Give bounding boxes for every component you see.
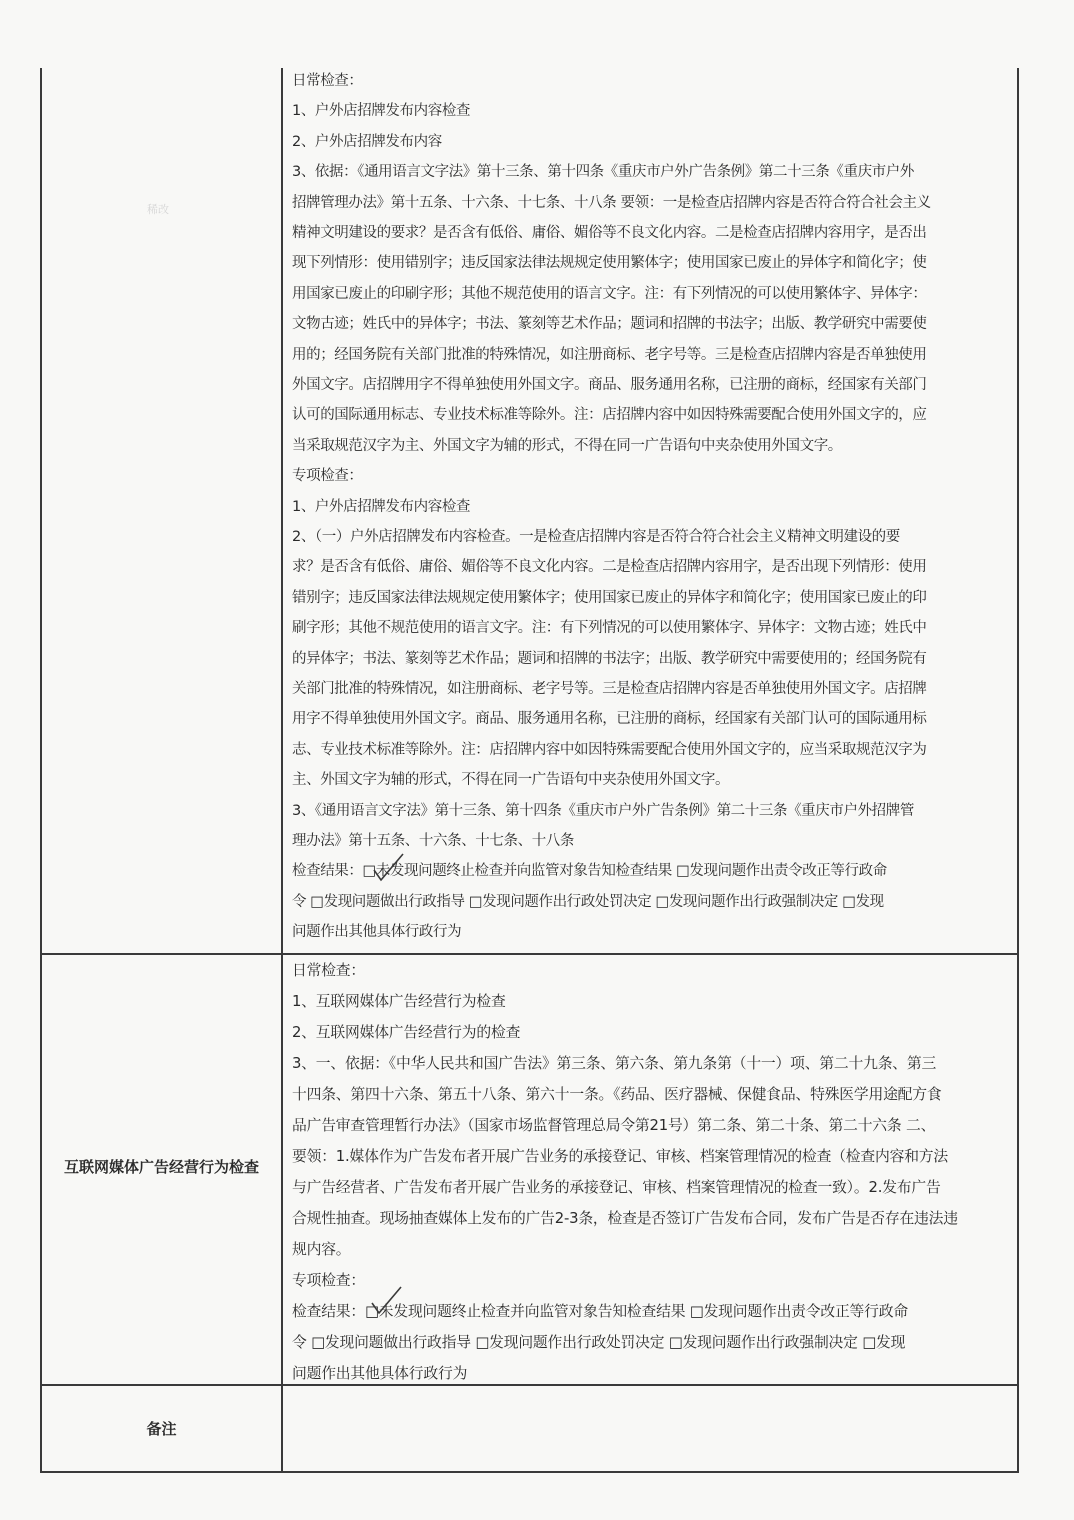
text-line: 问题作出其他具体行政行为 <box>292 924 462 941</box>
text-line: 日常检查： <box>292 962 365 979</box>
row-label-internet-ad: 互联网媒体广告经营行为检查 <box>63 1158 259 1176</box>
text-line: 令 □发现问题做出行政指导 □发现问题作出行政处罚决定 □发现问题作出行政强制决定 □发现 <box>292 1334 906 1351</box>
remarks-field[interactable] <box>284 1387 1016 1470</box>
text-line: 3、《通用语言文字法》第十三条、第十四条《重庆市户外广告条例》第二十三条《重庆市户外招牌管 <box>292 802 914 819</box>
row-label-remarks: 备注 <box>146 1420 177 1438</box>
text-line: 认可的国际通用标志、专业技术标准等除外。注：店招牌内容中如因特殊需要配合使用外国文字的，应 <box>292 407 927 424</box>
text-line: 1、户外店招牌发布内容检查 <box>292 498 471 515</box>
text-line: 专项检查： <box>292 1272 365 1289</box>
table-bottom-border <box>40 1471 1019 1473</box>
text-line: 精神文明建设的要求？是否含有低俗、庸俗、媚俗等不良文化内容。二是检查店招牌内容用字，是否出 <box>292 225 927 241</box>
faint-mark: 稀改 <box>147 203 169 216</box>
text-line: 的异体字；书法、篆刻等艺术作品；题词和招牌的书法字；出版、教学研究中需要使用的；经国务院有 <box>292 650 927 667</box>
text-line: 外国文字。店招牌用字不得单独使用外国文字。商品、服务通用名称，已注册的商标，经国家有关部门 <box>292 377 927 393</box>
table-column-divider <box>281 68 283 1472</box>
text-line: 3、依据：《通用语言文字法》第十三条、第十四条《重庆市户外广告条例》第二十三条《重庆市户外 <box>292 164 914 181</box>
text-line: 检查结果：□未发现问题终止检查并向监管对象告知检查结果 □发现问题作出责令改正等行政命 <box>292 1303 908 1320</box>
text-line: 用国家已废止的印刷字形；其他不规范使用的语言文字。注：有下列情况的可以使用繁体字、异体字： <box>292 285 927 302</box>
text-line: 理办法》第十五条、十六条、十七条、十八条 <box>292 833 574 849</box>
text-line: 令 □发现问题做出行政指导 □发现问题作出行政处罚决定 □发现问题作出行政强制决定 □发现 <box>292 893 884 910</box>
text-line: 2、互联网媒体广告经营行为的检查 <box>292 1024 521 1041</box>
text-line: 十四条、第四十六条、第五十八条、第六十一条。《药品、医疗器械、保健食品、特殊医学用途配方食 <box>292 1086 942 1103</box>
text-line: 关部门批准的特殊情况，如注册商标、老字号等。三是检查店招牌内容是否单独使用外国文字。店招牌 <box>292 681 927 697</box>
text-line: 1、互联网媒体广告经营行为检查 <box>292 993 506 1010</box>
text-line: 文物古迹；姓氏中的异体字；书法、篆刻等艺术作品；题词和招牌的书法字；出版、教学研究中需要使 <box>292 316 927 333</box>
text-line: 求？是否含有低俗、庸俗、媚俗等不良文化内容。二是检查店招牌内容用字，是否出现下列情形：使用 <box>292 559 927 576</box>
row-divider-1 <box>40 953 1019 955</box>
text-line: 问题作出其他具体行政行为 <box>292 1365 468 1382</box>
text-line: 合规性抽查。现场抽查媒体上发布的广告2-3条，检查是否签订广告发布合同，发布广告是否存在违法违 <box>292 1210 958 1227</box>
text-line: 专项检查： <box>292 468 363 485</box>
text-line: 刷字形；其他不规范使用的语言文字。注：有下列情况的可以使用繁体字、异体字：文物古迹；姓氏中 <box>292 620 927 637</box>
text-line: 用字不得单独使用外国文字。商品、服务通用名称，已注册的商标，经国家有关部门认可的国际通用标 <box>292 711 927 728</box>
text-line: 要领：1.媒体作为广告发布者开展广告业务的承接登记、审核、档案管理情况的检查（检查内容和方法 <box>292 1148 948 1165</box>
text-line: 用的；经国务院有关部门批准的特殊情况，如注册商标、老字号等。三是检查店招牌内容是否单独使用 <box>292 346 927 363</box>
text-line: 规内容。 <box>292 1241 351 1258</box>
handwritten-check-icon <box>368 850 408 890</box>
text-line: 志、专业技术标准等除外。注：店招牌内容中如因特殊需要配合使用外国文字的，应当采取规范汉字为 <box>292 741 927 758</box>
text-line: 3、一、依据：《中华人民共和国广告法》第三条、第六条、第九条第（十一）项、第二十九条、第三 <box>292 1055 937 1072</box>
text-line: 招牌管理办法》第十五条、十六条、十七条、十八条 要领：一是检查店招牌内容是否符合符合社会主义 <box>292 194 931 211</box>
table-left-border <box>40 68 42 1472</box>
text-line: 检查结果：□未发现问题终止检查并向监管对象告知检查结果 □发现问题作出责令改正等行政命 <box>292 863 887 880</box>
text-line: 2、（一）户外店招牌发布内容检查。一是检查店招牌内容是否符合符合社会主义精神文明建设的要 <box>292 529 900 545</box>
table-right-border <box>1017 68 1019 1472</box>
row-divider-2 <box>40 1384 1019 1386</box>
text-line: 当采取规范汉字为主、外国文字为辅的形式，不得在同一广告语句中夹杂使用外国文字。 <box>292 437 842 454</box>
handwritten-check-icon <box>366 1283 406 1323</box>
text-line: 2、户外店招牌发布内容 <box>292 133 442 150</box>
text-line: 1、户外店招牌发布内容检查 <box>292 103 471 120</box>
text-line: 主、外国文字为辅的形式，不得在同一广告语句中夹杂使用外国文字。 <box>292 772 730 789</box>
text-line: 日常检查： <box>292 73 363 89</box>
text-line: 现下列情形：使用错别字；违反国家法律法规规定使用繁体字；使用国家已废止的异体字和简化字；使 <box>292 255 927 272</box>
text-line: 品广告审查管理暂行办法》（国家市场监督管理总局令第21号）第二条、第二十条、第二十六条 二、 <box>292 1117 936 1134</box>
text-line: 错别字；违反国家法律法规规定使用繁体字；使用国家已废止的异体字和简化字；使用国家已废止的印 <box>292 589 927 606</box>
text-line: 与广告经营者、广告发布者开展广告业务的承接登记、审核、档案管理情况的检查一致）。2.发布广告 <box>292 1179 941 1196</box>
